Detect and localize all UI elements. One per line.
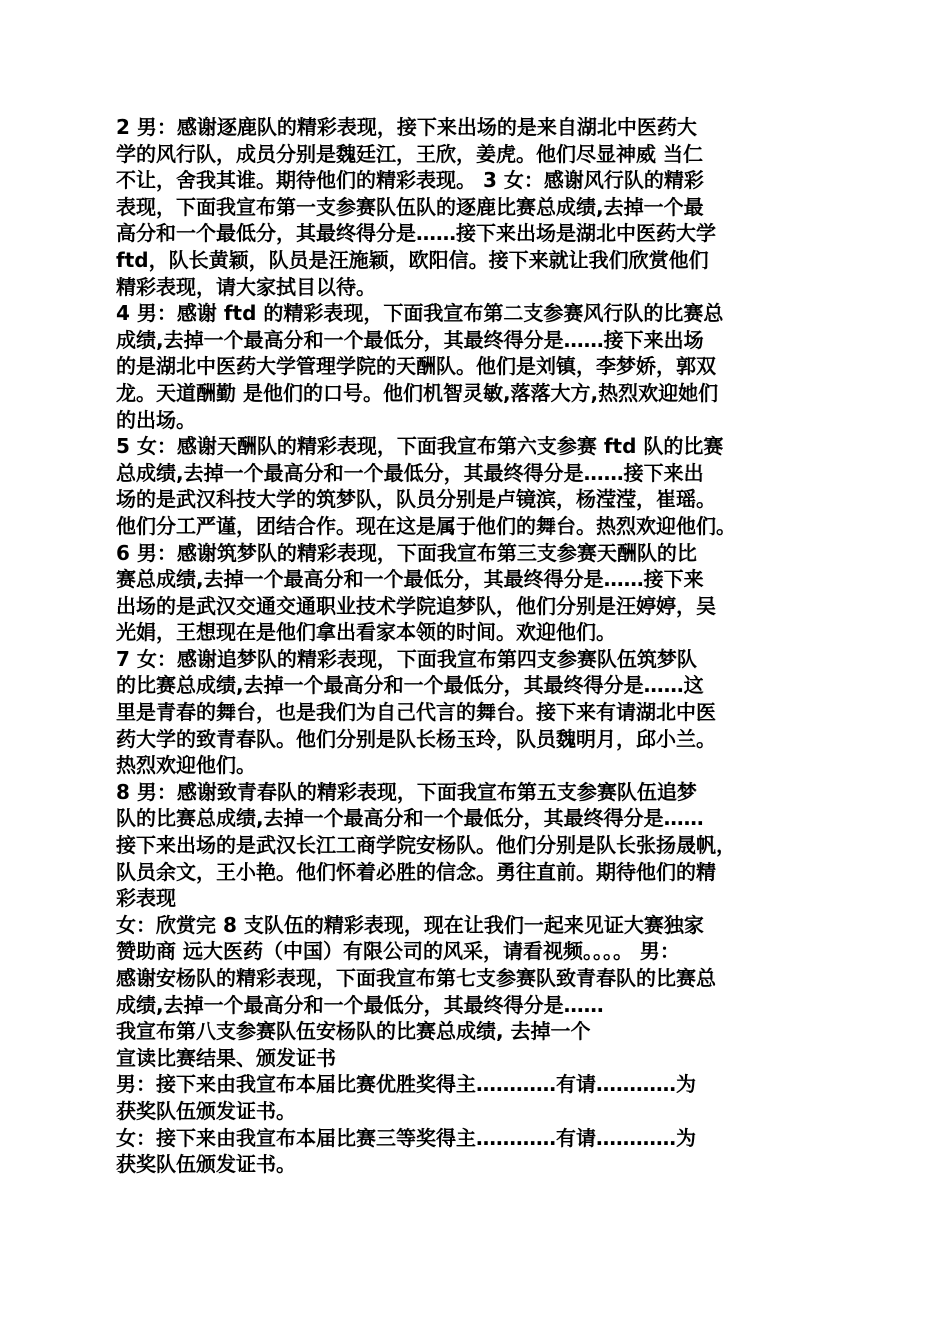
text-line: ftd，队长黄颖，队员是汪施颖，欧阳信。接下来就让我们欣赏他们 (116, 247, 709, 272)
text-line: 队员余文，王小艳。他们怀着必胜的信念。勇往直前。期待他们的精 (116, 859, 716, 884)
text-line: 赛总成绩,去掉一个最高分和一个最低分，其最终得分是……接下来 (116, 567, 704, 592)
text-line: 我宣布第八支参赛队伍安杨队的比赛总成绩, 去掉一个 (116, 1019, 591, 1044)
text-line: 热烈欢迎他们。 (116, 753, 256, 778)
text-line: 感谢安杨队的精彩表现，下面我宣布第七支参赛队致青春队的比赛总 (116, 966, 716, 990)
text-line: 的比赛总成绩,去掉一个最高分和一个最低分，其最终得分是……这 (116, 673, 704, 698)
text-line: 里是青春的舞台，也是我们为自己代言的舞台。接下来有请湖北中医 (116, 700, 716, 725)
text-line: 彩表现 (116, 886, 176, 911)
text-line: 总成绩,去掉一个最高分和一个最低分，其最终得分是……接下来出 (116, 460, 704, 485)
text-line: 5 女：感谢天酬队的精彩表现，下面我宣布第六支参赛 ftd 队的比赛 (116, 434, 724, 459)
text-line: 4 男：感谢 ftd 的精彩表现，下面我宣布第二支参赛风行队的比赛总 (116, 301, 724, 326)
text-line: 成绩,去掉一个最高分和一个最低分，其最终得分是…… (116, 992, 604, 1017)
text-line: 学的风行队，成员分别是魏廷江，王欣，姜虎。他们尽显神威 当仁 (116, 141, 703, 166)
text-line: 成绩,去掉一个最高分和一个最低分，其最终得分是……接下来出场 (116, 327, 704, 352)
text-line: 宣读比赛结果、颁发证书 (116, 1045, 336, 1070)
text-line: 的是湖北中医药大学管理学院的天酬队。他们是刘镇，李梦娇，郭双 (116, 354, 716, 379)
text-line: 龙。天道酬勤 是他们的口号。他们机智灵敏,落落大方,热烈欢迎她们 (116, 380, 719, 405)
text-line: 女：欣赏完 8 支队伍的精彩表现，现在让我们一起来见证大赛独家 (116, 912, 704, 937)
text-line: 他们分工严谨，团结合作。现在这是属于他们的舞台。热烈欢迎他们。 (116, 513, 736, 538)
text-line: 接下来出场的是武汉长江工商学院安杨队。他们分别是队长张扬晟帆， (116, 833, 736, 858)
document-body (116, 114, 852, 1178)
text-line: 6 男：感谢筑梦队的精彩表现，下面我宣布第三支参赛天酬队的比 (116, 540, 697, 565)
text-line: 女：接下来由我宣布本届比赛三等奖得主…………有请…………为 (116, 1125, 696, 1150)
text-line: 表现，下面我宣布第一支参赛队伍队的逐鹿比赛总成绩,去掉一个最 (116, 194, 704, 219)
text-line: 8 男：感谢致青春队的精彩表现，下面我宣布第五支参赛队伍追梦 (116, 779, 697, 804)
text-line: 获奖队伍颁发证书。 (116, 1098, 296, 1123)
text-line: 队的比赛总成绩,去掉一个最高分和一个最低分，其最终得分是…… (116, 806, 704, 831)
text-line: 场的是武汉科技大学的筑梦队，队员分别是卢镜滨，杨滢滢，崔瑶。 (116, 487, 716, 512)
text-line: 获奖队伍颁发证书。 (116, 1152, 296, 1177)
text-line: 7 女：感谢追梦队的精彩表现，下面我宣布第四支参赛队伍筑梦队 (116, 646, 697, 671)
text-line: 光娟，王想现在是他们拿出看家本领的时间。欢迎他们。 (116, 620, 616, 645)
text-line: 高分和一个最低分，其最终得分是……接下来出场是湖北中医药大学 (116, 221, 716, 246)
text-line: 的出场。 (116, 407, 196, 432)
text-line: 赞助商 远大医药（中国）有限公司的风采，请看视频。。。。 男： (116, 939, 680, 964)
text-line: 药大学的致青春队。他们分别是队长杨玉玲，队员魏明月，邱小兰。 (116, 726, 716, 751)
text-line: 2 男：感谢逐鹿队的精彩表现，接下来出场的是来自湖北中医药大 (116, 115, 697, 139)
text-line: 男：接下来由我宣布本届比赛优胜奖得主…………有请…………为 (116, 1072, 696, 1097)
text-line: 出场的是武汉交通交通职业技术学院追梦队，他们分别是汪婷婷，吴 (116, 593, 716, 618)
text-line: 精彩表现，请大家拭目以待。 (116, 274, 376, 299)
text-line: 不让，舍我其谁。期待他们的精彩表现。 3 女：感谢风行队的精彩 (116, 168, 704, 193)
